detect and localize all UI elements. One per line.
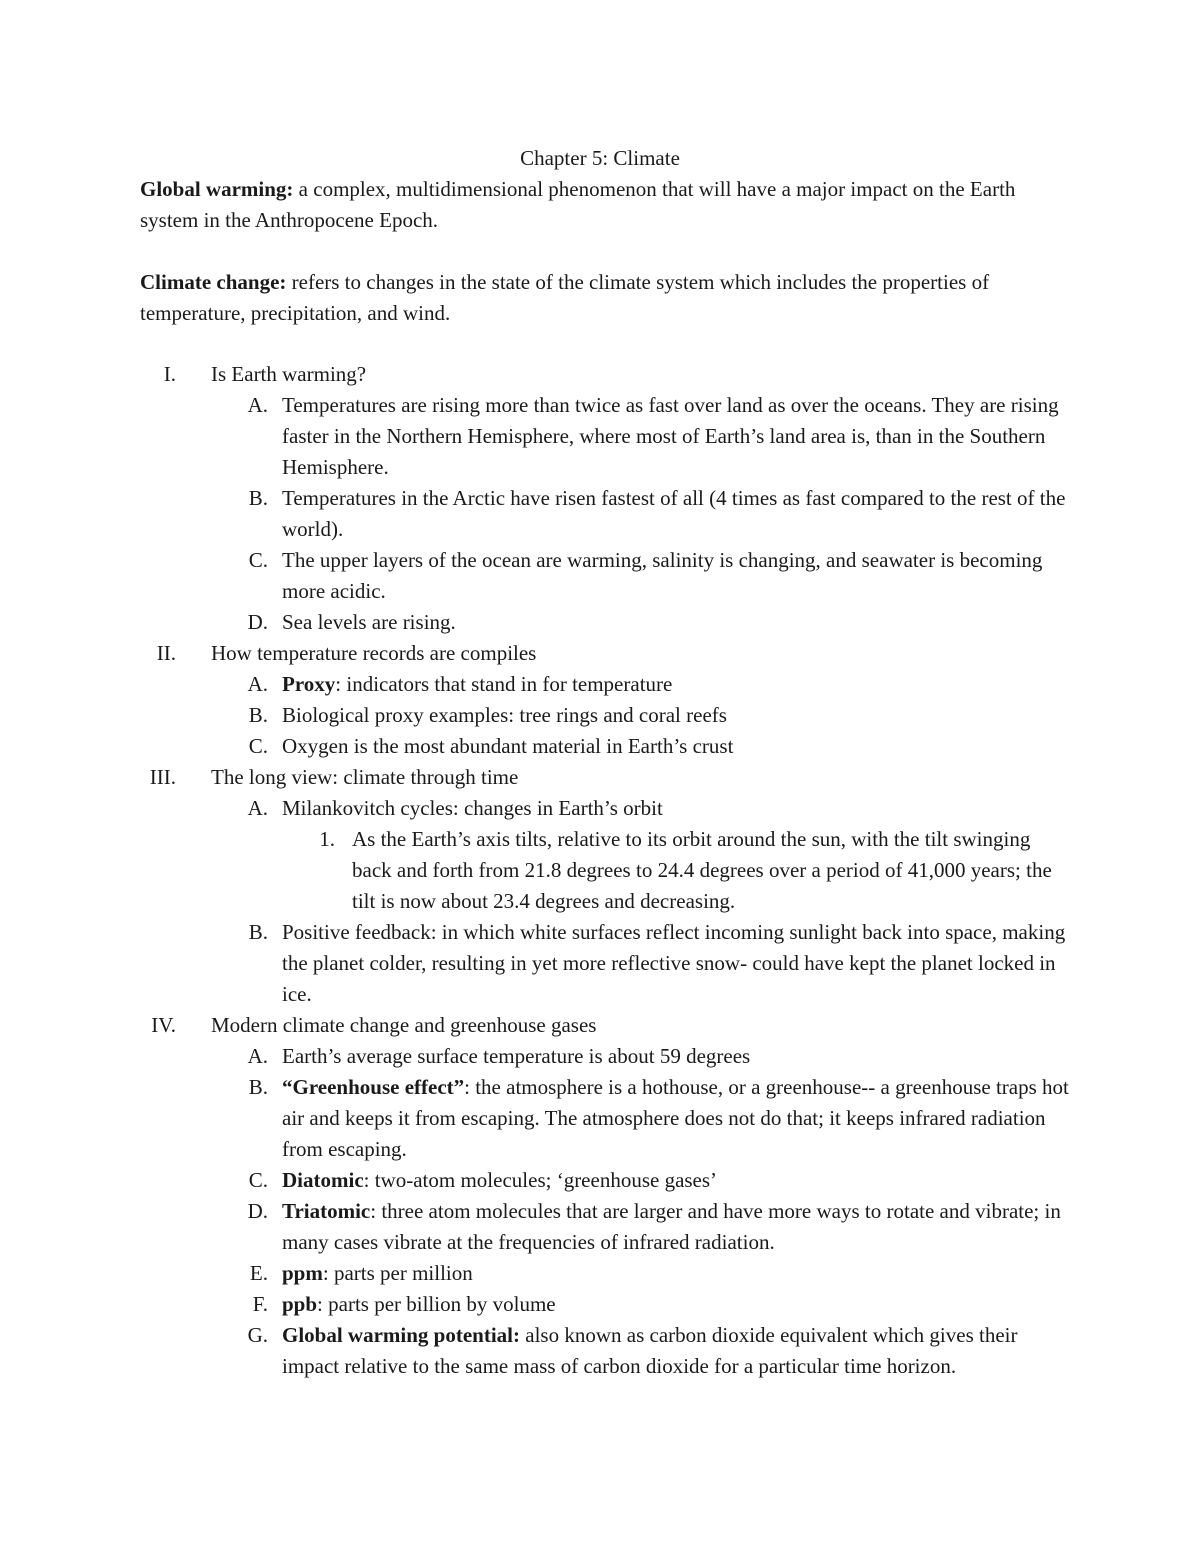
item-letter: A.	[247, 1044, 268, 1068]
item-text	[282, 1165, 1072, 1196]
subitem-text: As the Earth’s axis tilts, relative to its orbit around the sun, with the tilt swinging back and forth from 21.8 degrees to 24.4 degrees over a period of 41,000 years; the tilt is now about 23.4 degrees and decreasing.	[352, 827, 1052, 913]
outline-item	[0, 483, 1200, 545]
item-letter: G.	[247, 1323, 268, 1347]
outline-section	[0, 638, 1200, 669]
item-text	[282, 669, 1072, 700]
section-heading: The long view: climate through time	[211, 765, 519, 789]
item-body: Positive feedback: in which white surfaces reflect incoming sunlight back into space, making the planet colder, resulting in yet more reflective snow- could have kept the planet locked in ice.	[282, 920, 1066, 1006]
outline-item	[0, 1320, 1200, 1382]
item-text	[282, 1289, 1072, 1320]
item-text	[282, 607, 1072, 638]
definition-term: Climate change:	[140, 270, 287, 294]
outline-item	[0, 545, 1200, 607]
outline-item	[0, 731, 1200, 762]
item-text	[282, 1258, 1072, 1289]
item-term: Global warming potential:	[282, 1323, 521, 1347]
item-term: Triatomic	[282, 1199, 371, 1223]
section-heading: Is Earth warming?	[211, 362, 367, 386]
item-text	[282, 793, 1072, 824]
outline-item	[0, 793, 1200, 824]
item-term: ppb	[282, 1292, 318, 1316]
item-text	[282, 917, 1072, 1010]
item-body: : parts per million	[322, 1261, 473, 1285]
outline-list	[0, 359, 1200, 1382]
item-text	[282, 545, 1072, 607]
outline-item	[0, 700, 1200, 731]
item-body: : two-atom molecules; ‘greenhouse gases’	[363, 1168, 718, 1192]
outline-item	[0, 1258, 1200, 1289]
item-term: Proxy	[282, 672, 336, 696]
outline-item	[0, 669, 1200, 700]
item-letter: C.	[248, 1168, 268, 1192]
section-number: IV.	[151, 1013, 176, 1037]
item-term: “Greenhouse effect”	[282, 1075, 465, 1099]
section-heading: Modern climate change and greenhouse gases	[211, 1013, 597, 1037]
definition-term: Global warming:	[140, 177, 294, 201]
outline-section	[0, 1010, 1200, 1041]
item-body: : the atmosphere is a hothouse, or a greenhouse-- a greenhouse traps hot air and keeps it from escaping. The atmosphere does not do that; it keeps infrared radiation from escaping.	[282, 1075, 1069, 1161]
item-letter: E.	[249, 1261, 268, 1285]
item-body: : indicators that stand in for temperature	[335, 672, 673, 696]
outline-item	[0, 607, 1200, 638]
item-letter: D.	[247, 610, 268, 634]
item-text	[282, 1072, 1072, 1165]
item-text	[282, 483, 1072, 545]
outline-section	[0, 359, 1200, 390]
item-letter: B.	[248, 703, 268, 727]
outline-item	[0, 1289, 1200, 1320]
item-letter: A.	[247, 393, 268, 417]
item-body: Temperatures in the Arctic have risen fastest of all (4 times as fast compared to the rest of the world).	[282, 486, 1066, 541]
item-term: ppm	[282, 1261, 323, 1285]
item-text	[282, 1196, 1072, 1258]
item-letter: B.	[248, 1075, 268, 1099]
item-letter: A.	[247, 672, 268, 696]
definition-text: refers to changes in the state of the climate system which includes the properties of temperature, precipitation, and wind.	[140, 270, 990, 325]
item-body: also known as carbon dioxide equivalent which gives their impact relative to the same mass of carbon dioxide for a particular time horizon.	[282, 1323, 1018, 1378]
item-body: : three atom molecules that are larger and have more ways to rotate and vibrate; in many cases vibrate at the frequencies of infrared radiation.	[282, 1199, 1061, 1254]
page-title: Chapter 5: Climate	[520, 146, 680, 170]
outline-item	[0, 1072, 1200, 1165]
item-text	[282, 700, 1072, 731]
section-number: II.	[156, 641, 176, 665]
item-letter: B.	[248, 920, 268, 944]
outline-item	[0, 390, 1200, 483]
item-letter: C.	[248, 548, 268, 572]
item-body: Biological proxy examples: tree rings and coral reefs	[282, 703, 727, 727]
item-term: Diatomic	[282, 1168, 364, 1192]
subitem-number: 1.	[319, 827, 335, 851]
section-number: I.	[163, 362, 176, 386]
item-body: The upper layers of the ocean are warming, salinity is changing, and seawater is becoming more acidic.	[282, 548, 1043, 603]
item-body: Oxygen is the most abundant material in Earth’s crust	[282, 734, 734, 758]
item-letter: F.	[252, 1292, 268, 1316]
outline-item	[0, 1165, 1200, 1196]
item-body: Earth’s average surface temperature is about 59 degrees	[282, 1044, 751, 1068]
definition-text: a complex, multidimensional phenomenon that will have a major impact on the Earth system in the Anthropocene Epoch.	[140, 177, 1016, 232]
definition-climate-change	[140, 267, 1070, 329]
section-heading: How temperature records are compiles	[211, 641, 537, 665]
outline-section	[0, 762, 1200, 793]
item-body: Milankovitch cycles: changes in Earth’s orbit	[282, 796, 663, 820]
section-number: III.	[149, 765, 176, 789]
item-body: Sea levels are rising.	[282, 610, 456, 634]
item-letter: A.	[247, 796, 268, 820]
item-letter: D.	[247, 1199, 268, 1223]
item-text	[282, 731, 1072, 762]
outline-item	[0, 1041, 1200, 1072]
item-letter: B.	[248, 486, 268, 510]
outline-subitem	[0, 824, 1200, 917]
item-text	[282, 390, 1072, 483]
item-text	[282, 1320, 1072, 1382]
item-body: : parts per billion by volume	[317, 1292, 556, 1316]
item-body: Temperatures are rising more than twice as fast over land as over the oceans. They are rising faster in the Northern Hemisphere, where most of Earth’s land area is, than in the Southern Hemisphere.	[282, 393, 1059, 479]
outline-item	[0, 1196, 1200, 1258]
item-text	[282, 1041, 1072, 1072]
definition-global-warming	[140, 174, 1070, 236]
outline-item	[0, 917, 1200, 1010]
item-letter: C.	[248, 734, 268, 758]
